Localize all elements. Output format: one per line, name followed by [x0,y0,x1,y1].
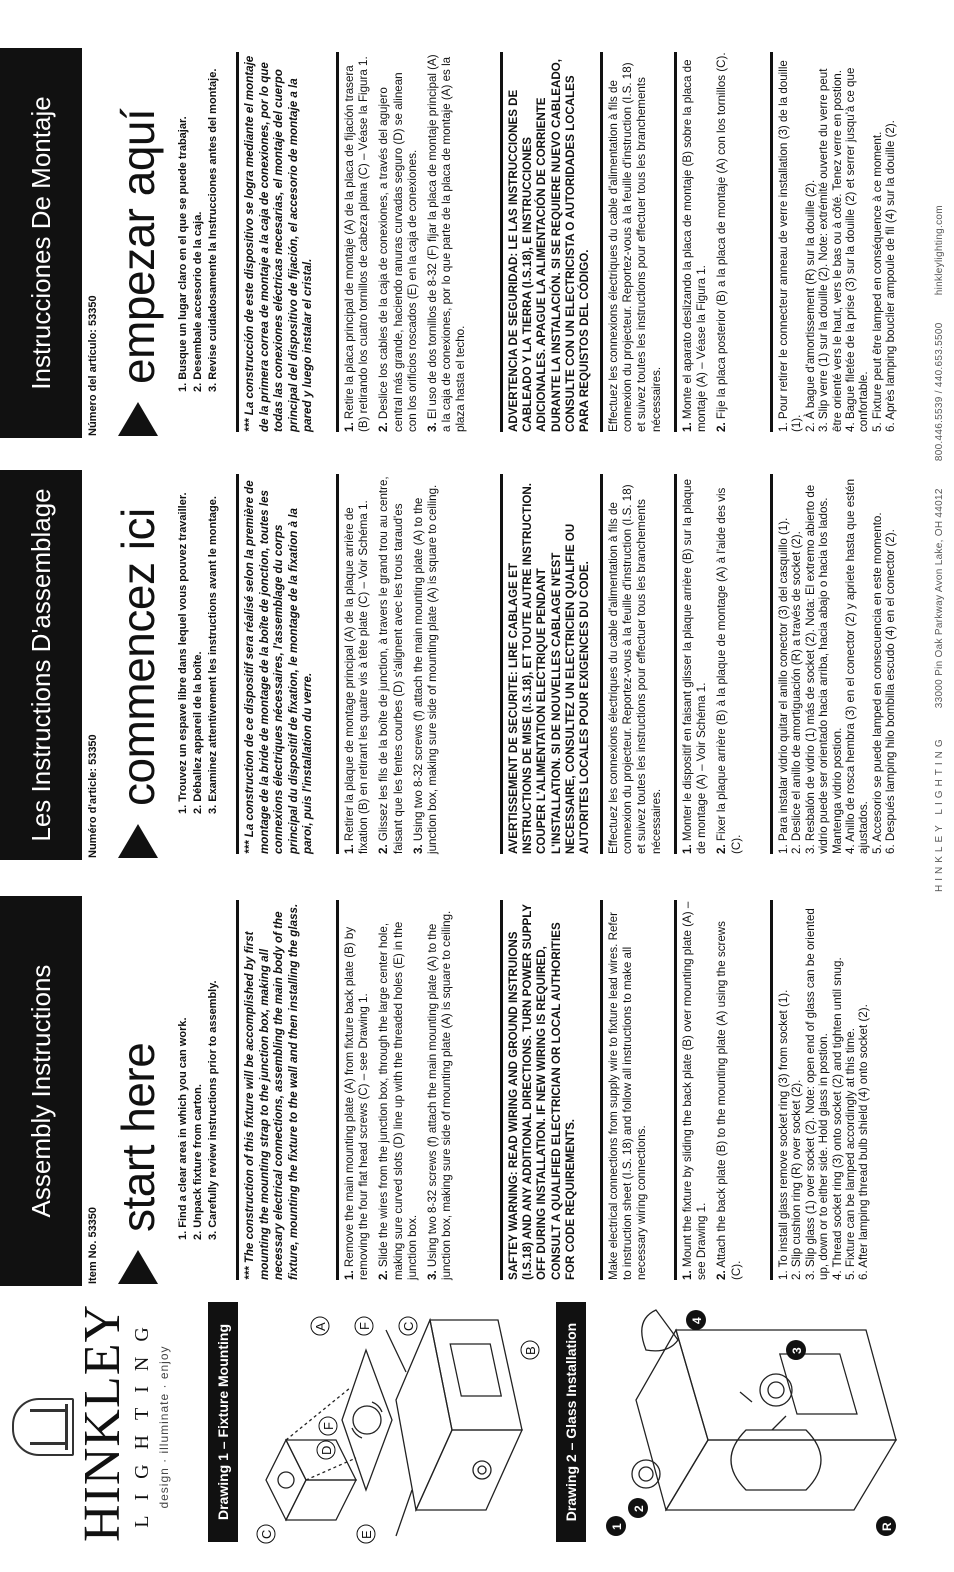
english-mount-step: 2. Slide the wires from the junction box, through the large center hole, making sure curved slots (D) line up with the threaded holes (E) in the junction box. [377,921,419,1280]
spanish-warning: ADVERTENCIA DE SEGURIDAD: LE LAS INSTRUCCIONES DE CABLEADO Y LA TIERRA (I.S.18), E INSTRUCCIONES ADICIONALES. APAGUE LA ALIMENTACIÓN DE CORRIENTE DURANTE LA INSTALACIÓN. SI SE REQUIERE NUEVO CABLEADO, CONSULTE CON UN ELECTRICISTA O AUTORIDADES LOCALES PARA REQUISTOS DEL CÓDIGO. [507,59,592,432]
french-glass-step: 4. Anillo de rosca hembra (3) en el conector (2) y apriete hasta que estén ajustados. [844,478,871,854]
lantern-logo-icon [12,1398,74,1456]
english-note: *** The construction of this fixture will be accomplished by first mounting the mounting strap to the junction box, making all necessary electrical connections, assembling the main body of the fixture, mounting the fixture to the wall and then installing the glass. [243,903,300,1280]
english-glass-step: 1. To install glass remove socket ring (3) from socket (1). [777,989,790,1280]
spanish-step: 3. Revise cuidadosamente la Instrucciones antes del montaje. [207,68,219,392]
d2-label-4: 4 [690,1317,704,1324]
glass-installation-diagram [632,1310,896,1510]
drawing2-callouts [606,1310,896,1536]
spanish-header: Instrucciones De Montaje [0,48,82,438]
spanish-steps [176,52,221,392]
english-electrical: Make electrical connections from supply wire to fixture lead wires. Refer to instruction sheet (I.S. 18) and follow all instructions to make all necessary wiring connections. [607,912,649,1280]
spanish-step: 1. Busque un lugar claro en el que se puede trabajar. [177,116,189,392]
french-step: 3. Examinez attentivement les instructions avant le montage. [207,496,219,814]
french-mount-step: 3. Using two 8-32 screws (f) attach the main mounting plate (A) to the junction box, making sure side of mounting plate (A) is square to ceiling. [411,484,440,854]
footer-address: 33000 Pin Oak Parkway Avon Lake, OH 44012 [934,488,945,709]
french-fixture-step: 1. Monter le dispositif en faisant glisser la plaque arrière (B) sur la plaque de montage (A) – Voir Schéma 1. [681,478,709,854]
english-glass-step: 3. Slip glass (1) over socket (2). Note: open end of glass can be oriented up, down or to either side. Hold glass in postion. [803,908,831,1280]
start-arrow-icon [118,402,158,436]
start-arrow-icon [118,824,158,858]
d1-label-c2: C [401,1321,416,1331]
english-step: 2. Unpack fixture from carton. [192,1084,204,1240]
english-electrical-block [600,900,656,1280]
french-glass-step: 1. Para instalar vidrio quitar el anillo conector (3) del casquillo (1). [777,517,790,854]
french-column [0,470,930,860]
d1-label-e: E [359,1530,374,1539]
spanish-glass-step: 4. Bague filetée de la prise (3) sur la douille (2) et serrer jusqu'à ce que confortable. [844,67,871,432]
english-start [108,1043,168,1284]
english-mount-block [336,900,460,1280]
english-column [0,896,930,1286]
english-glass-list [777,900,871,1280]
french-step: 2. Déballez appareil de la boîte. [192,651,204,814]
french-glass-step: 3. Resbalón de vidrio (1) más de socket (2). Nota: El extremo abierto de vidrio puede ser orientado hacia arriba, hacia abajo o hacia los lados. Mantenga vidrio postion. [803,484,844,854]
english-glass-step: 6. After lamping thread bulb shield (4) onto socket (2). [857,1004,871,1280]
spanish-glass-step: 1. Pour retirer le connecteur anneau de verre installation (3) de la douille (1). [777,60,804,432]
french-warning-block [500,474,592,854]
spanish-glass-step: 6. Après lamping bouclier ampoule de fil (4) sur la douille (2). [884,120,898,432]
english-fixture-step: 2. Attach the back plate (B) to the mounting plate (A) using the screws (C). [715,921,743,1280]
english-item-number: Item No. 53350 [87,1206,99,1284]
hinkley-logo [12,1303,171,1542]
french-steps [176,474,221,814]
spanish-glass-block [770,52,898,432]
logo-brand: HINKLEY [74,1303,131,1542]
footer-brand: HINKLEY LIGHTING [934,735,945,892]
french-glass-list [777,474,898,854]
english-mount-step: 3. Using two 8-32 screws (f) attach the main mounting plate (A) to the junction box, making sure side of mounting plate (A) is square to ceiling. [426,910,454,1280]
spanish-fixture-block [674,52,736,432]
english-warning: SAFTEY WARNING: READ WIRING AND GROUND INSTRUIONS (I.S.18) AND ANY ADDITIONAL DIRECTIONS. TURN POWER SUPPLY OFF DURING INSTALLATION. IF NEW WIRING IS REQUIRED, CONSULT A QUALIFIED ELECTRICIAN OR LOCAL AUTHORITIES FOR CODE REQUIREMENTS. [507,904,577,1280]
english-fixture-block [674,900,750,1280]
spanish-column [0,48,930,438]
footer [934,12,945,892]
spanish-glass-step: 5. Fixture peut être lamped en conséquence à ce moment. [870,131,884,432]
spanish-mount-step: 3. El uso de dos tornillos de 8-32 (F) fijar la placa de montaje principal (A) a la caja de conexiones, por lo que parte de la placa de montaje (A) es la plaza hasta el techo. [426,54,468,432]
french-start [108,508,168,858]
french-fixture-block [674,474,750,854]
french-header: Les Instructions D'assemblage [0,470,82,860]
spanish-glass-step: 3. Slip verre (1) sur la douille (2). Note: extrémité ouverte du verre peut être orienté vers le haut, vers le bas ou à côté. Tenez verre en postion. [817,68,844,432]
french-note-block [236,474,316,854]
footer-phone: 800.446.5539 / 440.653.5500 [934,322,945,462]
spanish-mount-step: 2. Deslice los cables de la caja de conexiones, a través del agujero central más grande, haciendo ranuras curvadas seguro (D) se alinean con los orificios roscados (E) en la caja de conexiones. [377,72,419,432]
french-mount-step: 1. Retirer la plaque de montage principal (A) de la plaque arrière de fixation (B) en retirant les quatre vis à tête plate (C) – Voir Schéma 1. [343,500,371,854]
spanish-fixture-step: 1. Monte el aparato deslizando la placa de montaje (B) sobre la placa de montaje (A) – Véase la Figura 1. [681,59,709,432]
d2-label-3: 3 [790,1347,804,1354]
spanish-glass-list [777,52,898,432]
french-electrical-block [600,474,670,854]
logo-tagline: design · illuminate · enjoy [157,1345,171,1509]
spanish-start [108,109,168,436]
english-steps [176,900,221,1240]
english-glass-block [770,900,871,1280]
d1-label-f2: F [357,1322,372,1330]
drawing2-glass-installation [596,1300,926,1550]
french-glass-step: 5. Accesorio se puede lamped en consecuencia en este momento. [870,512,884,854]
d1-label-d: D [319,1445,334,1455]
drawings-column [0,1294,954,1572]
spanish-start-text: empezar aquí [112,108,164,384]
spanish-mount-block [336,52,475,432]
spanish-mount-step: 1. Retire la placa principal de montaje (A) de la placa de fijación trasera (B) retirando los cuatro tornillos de cabeza plana (C) – Véase la Figura 1. [343,56,371,432]
d1-label-a: A [313,1322,328,1331]
drawing1-fixture-mounting [246,1300,542,1550]
spanish-electrical-block [600,52,670,432]
french-fixture-step: 2. Fixer la plaque arrière (B) à la plaque de montage (A) à l'aide des vis (C). [715,487,743,854]
d2-label-1: 1 [610,1523,624,1530]
french-glass-step: 6. Después lamping hilo bombilla escudo (4) en el conector (2). [884,529,898,854]
spanish-step: 2. Desembale accesorio de la caja. [192,211,204,392]
spanish-electrical: Effectuez les connexions électriques du cable d'alimentation à fils de connexion du projecteur. Reportez-vous à la feuille d'instruction (I.S. 18) et suivez toutes les instructions pour effectuer tous les branchements nécessaires. [607,62,663,432]
english-warning-block [500,900,578,1280]
english-glass-step: 5. Fixture can be lamped accordingly at this time. [844,1028,858,1280]
french-step: 1. Trouvez un espave libre dans lequel vous pouvez travailler. [177,492,189,814]
d1-label-c: C [259,1529,274,1539]
spanish-fixture-step: 2. Fije la placa posterior (B) a la placa de montaje (A) con los tornillos (C). [715,52,729,432]
spanish-note-block [236,52,316,432]
french-electrical: Effectuez les connexions électriques du cable d'alimentation à fils de connexion du projecteur. Reportez-vous à la feuille d'instruction (I.S. 18) et suivez toutes les instructions pour effectuer tous les branchements nécessaires. [607,484,663,854]
d2-label-2: 2 [632,1505,646,1512]
english-header: Assembly Instructions [0,896,82,1286]
d1-label-b: B [523,1346,538,1355]
french-item-number: Numéro d'article: 53350 [87,734,99,858]
d1-label-f1: F [321,1422,336,1430]
french-glass-step: 2. Deslice el anillo de amortiguación (R) a través de socket (2). [790,531,804,854]
french-start-text: commencez ici [112,508,164,806]
logo-sub: LIGHTING [131,1312,153,1528]
spanish-item-number: Número del artículo: 53350 [87,295,99,436]
english-start-text: start here [112,1042,164,1232]
d2-label-r: R [880,1522,894,1531]
junction-box-diagram [266,1320,522,1536]
english-glass-step: 2. Slip cushion ring (R) over socket (2). [790,1079,804,1280]
english-glass-step: 4. Thread socket ring (3) onto socket (2) and tighten until snug. [830,957,844,1280]
english-step: 3. Carefully review instructions prior to assembly. [207,980,219,1240]
french-mount-block [336,474,446,854]
french-mount-step: 2. Glissez les fils de la boîte de junction, à travers le grand trou au centre, faisant que les fentes courbes (D) s'alignent avec les trous taraud'es [377,476,405,854]
start-arrow-icon [118,1250,158,1284]
spanish-warning-block [500,52,592,432]
spanish-note: *** La construcción de este dispositivo se logra mediante el montaje de la primera correa de montaje a la caja de conexiones, por lo que todas las conexiones eléctricas necesarias, el montaje del cuerpo principal del dispositivo de fijación, el accesorio de montaje a la pared y luego instalar el cristal. [243,55,314,432]
english-note-block [236,900,301,1280]
french-warning: AVERTISSEMENT DE SECURITE: LIRE CABLAGE ET INSTRUCTIONS DE MISE (I.S.18), ET TOUTE AUTRE INSTRUCTION. COUPER L'ALIMENTATION ELECTRIQUE PENDANT L'INSTALLATION. SI DE NOUVELLES CABLAGE N'EST NECESSAIRE, CONSULTEZ UN ELECTRICIEN QUALIFIE OU AUTORITES LOCALES POUR EXIGENCES DU CODE. [507,482,592,854]
french-glass-block [770,474,898,854]
drawing1-title: Drawing 1 – Fixture Mounting [208,1302,238,1542]
footer-website[interactable]: hinkleylighting.com [934,205,945,296]
drawing2-title: Drawing 2 – Glass Installation [556,1302,586,1542]
spanish-glass-step: 2. À bague d'amortissement (R) sur la douille (2). [803,179,817,432]
english-mount-step: 1. Remove the main mounting plate (A) from fixture back plate (B) by removing the four flat head screws (C) – see Drawing 1. [343,926,371,1280]
english-step: 1. Find a clear area in which you can work. [177,1017,189,1240]
french-note: *** La construction de ce dispositif sera réalisé selon la première de montage de la bride de montage de la boîte de jonction, toutes les connexions électriques nécessaires, l'assemblage du corps principal du dispositif de fixation, le montage de la fixation à la paroi, puis l'installation du verre. [243,480,314,854]
english-fixture-step: 1. Mount the fixture by sliding the back plate (B) over mounting plate (A) – see Drawing 1. [681,901,709,1280]
